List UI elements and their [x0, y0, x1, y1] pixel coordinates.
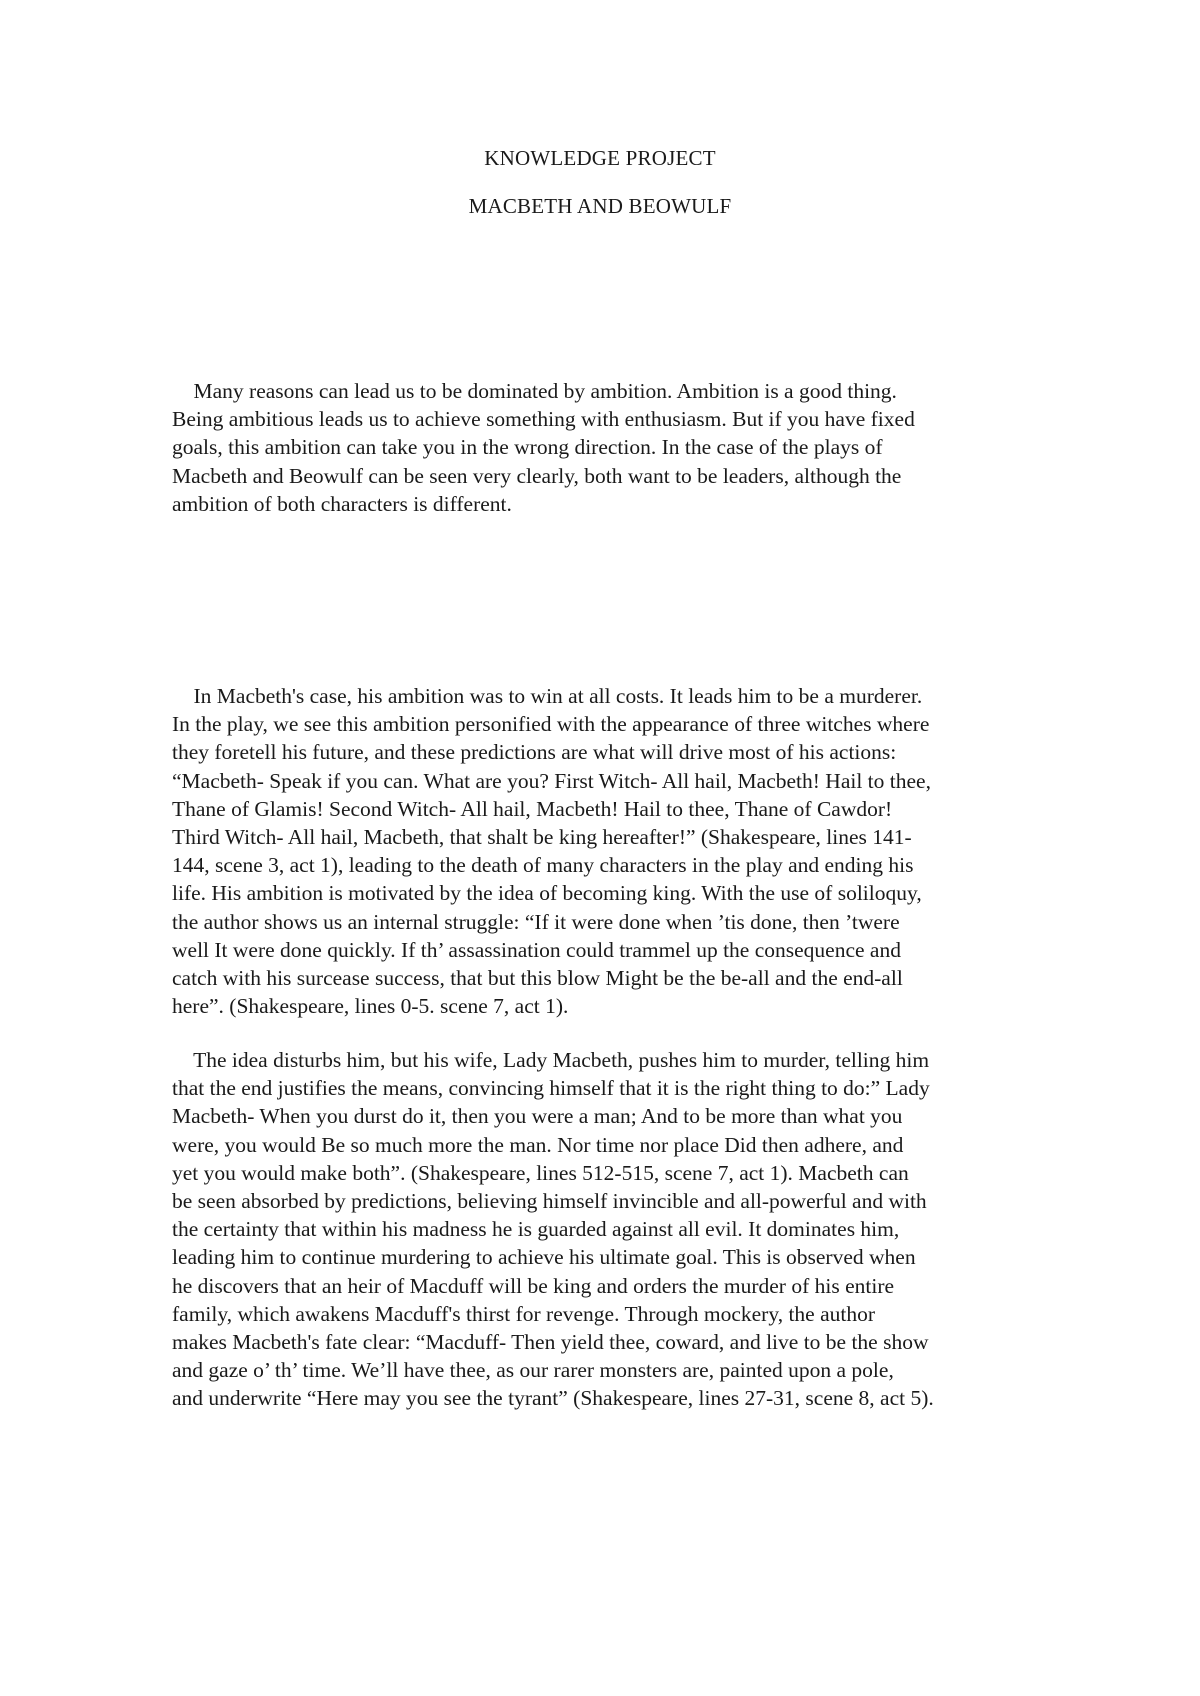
paragraph-line: were, you would Be so much more the man. Nor time nor place Did then adhere, and — [172, 1132, 904, 1157]
paragraph-intro — [172, 377, 1042, 518]
paragraph-line: Third Witch- All hail, Macbeth, that shalt be king hereafter!” (Shakespeare, lines 141- — [172, 825, 912, 850]
document-title: KNOWLEDGE PROJECT — [484, 146, 716, 170]
paragraph-line: catch with his surcease success, that but this blow Might be the be-all and the end-all — [172, 966, 903, 991]
paragraph-line: Macbeth and Beowulf can be seen very clearly, both want to be leaders, although the — [172, 463, 902, 488]
paragraph-line: that the end justifies the means, convincing himself that it is the right thing to do:” Lady — [172, 1076, 930, 1101]
paragraph-line: life. His ambition is motivated by the idea of becoming king. With the use of soliloquy, — [172, 881, 922, 906]
paragraph-line: the certainty that within his madness he is guarded against all evil. It dominates him, — [172, 1217, 900, 1242]
paragraph-line: he discovers that an heir of Macduff will be king and orders the murder of his entire — [172, 1273, 895, 1298]
paragraph-line: In Macbeth's case, his ambition was to win at all costs. It leads him to be a murderer. — [172, 684, 923, 708]
paragraph-line: In the play, we see this ambition personified with the appearance of three witches where — [172, 712, 930, 737]
paragraph-line: well It were done quickly. If th’ assassination could trammel up the consequence and — [172, 937, 901, 962]
paragraph-line: ambition of both characters is different. — [172, 491, 512, 516]
paragraph-line: they foretell his future, and these predictions are what will drive most of his actions: — [172, 740, 897, 765]
paragraph-line: the author shows us an internal struggle: “If it were done when ’tis done, then ’twere — [172, 909, 900, 934]
paragraph-line: and underwrite “Here may you see the tyrant” (Shakespeare, lines 27-31, scene 8, act 5). — [172, 1386, 934, 1411]
paragraph-line: yet you would make both”. (Shakespeare, lines 512-515, scene 7, act 1). Macbeth can — [172, 1160, 909, 1185]
paragraph-line: Being ambitious leads us to achieve something with enthusiasm. But if you have fixed — [172, 407, 915, 432]
paragraph-line: be seen absorbed by predictions, believing himself invincible and all-powerful and with — [172, 1189, 927, 1214]
paragraph-macbeth-ambition — [172, 682, 1042, 1020]
paragraph-lady-macbeth — [172, 1046, 1042, 1413]
paragraph-line: Thane of Glamis! Second Witch- All hail, Macbeth! Hail to thee, Thane of Cawdor! — [172, 796, 893, 821]
paragraph-line: leading him to continue murdering to achieve his ultimate goal. This is observed when — [172, 1245, 916, 1270]
paragraph-line: goals, this ambition can take you in the wrong direction. In the case of the plays of — [172, 435, 883, 460]
paragraph-line: The idea disturbs him, but his wife, Lady Macbeth, pushes him to murder, telling him — [172, 1048, 930, 1072]
document-subtitle: MACBETH AND BEOWULF — [468, 194, 732, 218]
paragraph-line: makes Macbeth's fate clear: “Macduff- Then yield thee, coward, and live to be the show — [172, 1330, 929, 1355]
paragraph-line: here”. (Shakespeare, lines 0-5. scene 7, act 1). — [172, 994, 569, 1019]
paragraph-line: family, which awakens Macduff's thirst for revenge. Through mockery, the author — [172, 1301, 876, 1326]
paragraph-line: and gaze o’ th’ time. We’ll have thee, as our rarer monsters are, painted upon a pole, — [172, 1358, 894, 1383]
paragraph-line: 144, scene 3, act 1), leading to the death of many characters in the play and ending his — [172, 853, 914, 878]
paragraph-line: Many reasons can lead us to be dominated by ambition. Ambition is a good thing. — [172, 379, 897, 403]
paragraph-line: “Macbeth- Speak if you can. What are you? First Witch- All hail, Macbeth! Hail to thee, — [172, 768, 931, 793]
paragraph-line: Macbeth- When you durst do it, then you were a man; And to be more than what you — [172, 1104, 903, 1129]
